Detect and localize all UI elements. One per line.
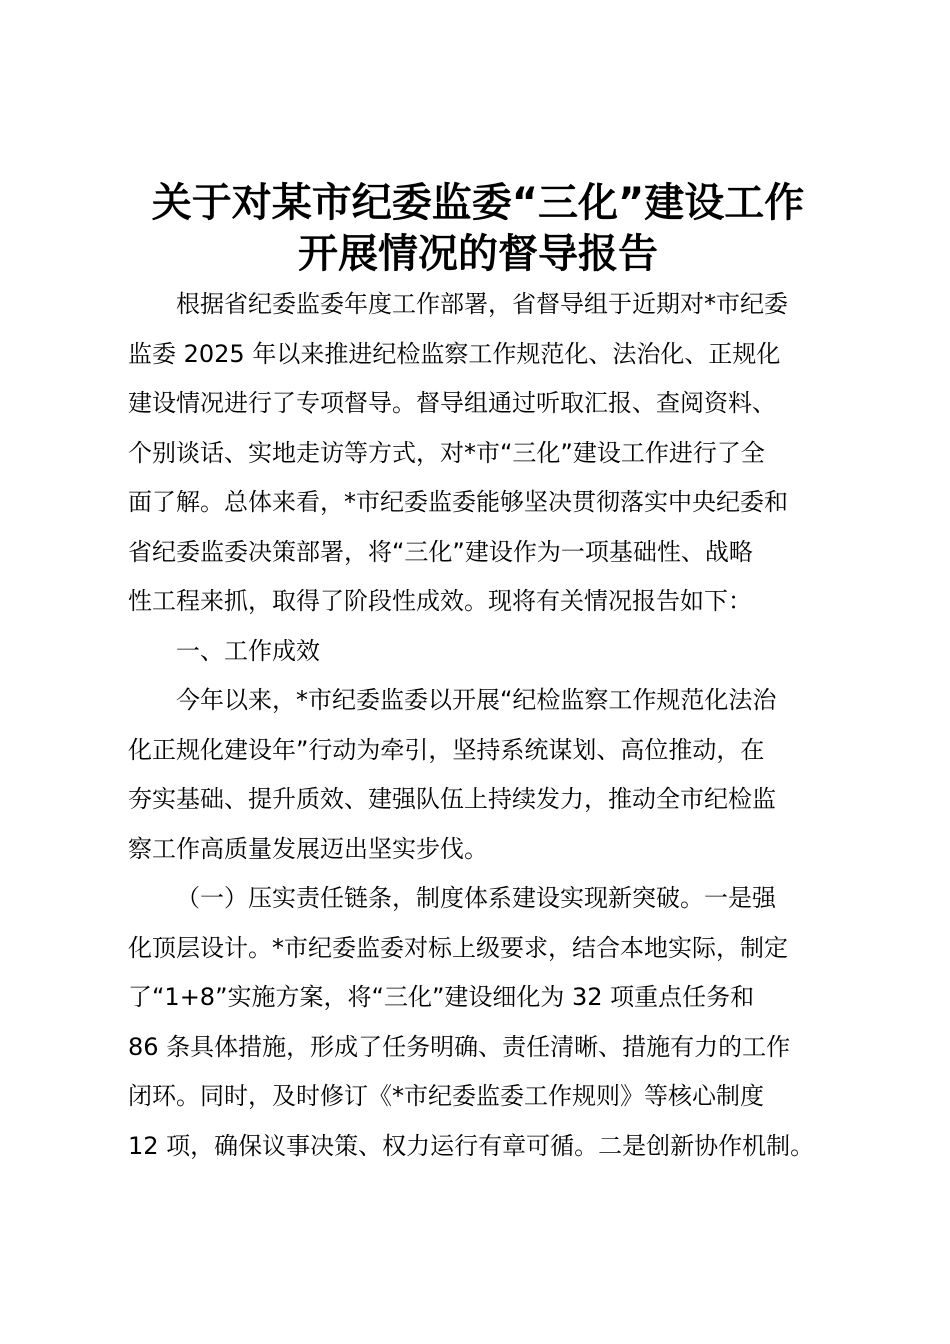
text-line: 建设情况进行了专项督导。督导组通过听取汇报、查阅资料、: [128, 389, 776, 417]
paragraph-subsection-1: [128, 874, 840, 1171]
text-line: 面了解。总体来看，*市纪委监委能够坚决贯彻落实中央纪委和: [128, 488, 788, 516]
text-line: 化顶层设计。*市纪委监委对标上级要求，结合本地实际，制定: [128, 933, 788, 962]
title-line-2: 开展情况的督导报告: [298, 231, 658, 277]
text-line: （一）压实责任链条，制度体系建设实现新突破。一是强: [176, 884, 776, 912]
text-line: 监委 2025 年以来推进纪检监察工作规范化、法治化、正规化: [128, 339, 781, 368]
paragraph-achievements: [128, 676, 840, 874]
text-line: 化正规化建设年”行动为牵引，坚持系统谋划、高位推动，在: [128, 735, 765, 764]
text-line: 12 项，确保议事决策、权力运行有章可循。二是创新协作机制。: [128, 1131, 815, 1160]
document-body: [128, 280, 840, 1171]
paragraph-intro: [128, 280, 840, 627]
text-line: 根据省纪委监委年度工作部署，省督导组于近期对*市纪委: [176, 290, 788, 318]
title-line-1: 关于对某市纪委监委“三化”建设工作: [151, 180, 805, 226]
text-line: 个别谈话、实地走访等方式，对*市“三化”建设工作进行了全: [128, 438, 765, 467]
text-line: 夯实基础、提升质效、建强队伍上持续发力，推动全市纪检监: [128, 785, 776, 813]
text-line: 了“1+8”实施方案，将“三化”建设细化为 32 项重点任务和: [128, 983, 755, 1011]
text-line: 86 条具体措施，形成了任务明确、责任清晰、措施有力的工作: [128, 1032, 791, 1061]
section-heading-text: 一、工作成效: [176, 636, 320, 665]
text-line: 察工作高质量发展迈出坚实步伐。: [128, 834, 488, 863]
text-line: 性工程来抓，取得了阶段性成效。现将有关情况报告如下：: [128, 587, 752, 615]
text-line: 闭环。同时，及时修订《*市纪委监委工作规则》等核心制度: [128, 1082, 764, 1110]
text-line: 省纪委监委决策部署，将“三化”建设作为一项基础性、战略: [128, 537, 753, 566]
section-heading: [128, 627, 840, 677]
text-line: 今年以来，*市纪委监委以开展“纪检监察工作规范化法治: [176, 686, 777, 714]
document-title: [118, 178, 838, 280]
